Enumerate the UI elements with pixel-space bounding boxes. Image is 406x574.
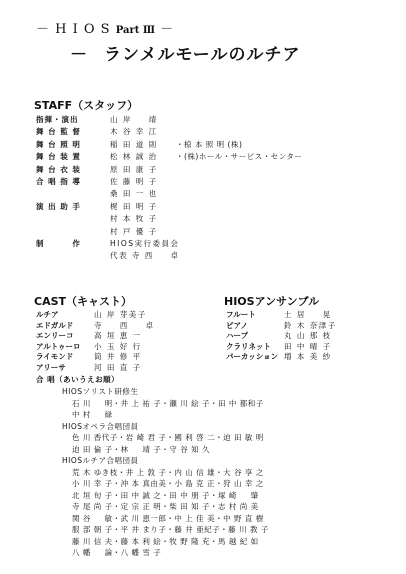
chorus-member-line: 関 谷 敏・武 川 恵一郎・中 上 佳 美・中 野 直 樹 [72,513,264,523]
chorus-group-title: HIOSルチア合唱団員 [62,456,139,465]
chorus-member-line: 中 村 緑 [72,410,113,419]
staff-heading: STAFF（スタッフ） [34,99,139,112]
header-series: － H I O S [36,22,111,37]
header-dash: － [160,22,175,37]
ensemble-name: 丸 山 那 枝 [284,331,332,341]
staff-company: ・(株)ホール・サービス・センター [176,152,303,162]
chorus-member-line: 八 幡 論・八 幡 雪 子 [72,548,162,557]
cast-role: エドガルド [36,320,74,330]
cast-role: アルトゥーロ [36,341,81,351]
staff-list [36,114,396,274]
cast-name: 小 玉 好 行 [94,341,142,351]
staff-row [36,226,396,237]
ensemble-instrument: ピアノ [226,320,248,330]
staff-role: 舞 台 装 置 [36,152,81,162]
ensemble-name: 田 中 晴 子 [284,341,332,351]
staff-row [36,139,396,150]
chorus-member-line: 荒 木 ゆき枝・井 上 敦 子・内 山 信 雄・大 谷 享 之 [72,467,264,477]
chorus-group-title: HIOSオペラ合唱団員 [62,421,139,431]
staff-row [36,213,396,224]
staff-name: 梶 田 明 子 [110,201,158,211]
chorus-member-line: 服 部 朝 子・平 井 まり子・藤 井 亜紀子・藤 川 教 子 [72,525,269,534]
chorus-member-line: 藤 川 信 夫・藤 本 利 絵・牧 野 隆 充・馬 越 紀 如 [72,536,259,546]
ensemble-name: 鈴 木 奈津子 [284,320,337,330]
cast-role: ライモンド [36,352,74,362]
staff-row [36,201,396,212]
ensemble-instrument: ハープ [226,331,249,341]
cast-role: ルチア [36,310,59,319]
chorus-member-line: 寺 尾 尚 子・定 宗 正 明・柴 田 知 子・志 村 尚 美 [72,502,259,511]
staff-name: 桑 田 一 也 [110,189,158,199]
chorus-member-line: 色 川 香代子・岩 崎 君 子・國 利 啓 二・迫 田 敏 明 [72,433,264,442]
chorus-member-line: 迫 田 倫 子・林 靖 子・守 谷 知 久 [72,444,210,454]
chorus-groups [0,386,406,566]
opera-title [70,40,301,65]
staff-row [36,188,396,199]
staff-name: 原 田 康 子 [110,164,158,174]
staff-role: 演 出 助 手 [36,201,81,211]
staff-role: 制 作 [36,239,81,248]
staff-name: 村 戸 優 子 [110,226,158,236]
staff-row [36,164,396,175]
cast-role: アリーサ [36,363,66,372]
ensemble-instrument: クラリネット [226,341,271,351]
header-part: Part Ⅲ [115,25,155,36]
chorus-member-line: 小 川 幸 子・沖 本 真由美・小 島 克 正・狩 山 幸 之 [72,479,264,488]
chorus-label: 合 唱（あいうえお順） [36,375,120,384]
ensemble-row [226,321,396,332]
cast-row [36,321,206,332]
staff-row [36,238,396,249]
staff-row [36,114,396,125]
staff-company: ・椋 本 照 明 (株) [176,139,243,149]
ensemble-row [226,342,396,353]
cast-name: 河 田 直 子 [94,363,142,372]
staff-name: 代表 寺 西 卓 [110,251,180,261]
staff-name: HIOS実行委員会 [110,239,180,248]
staff-name: 木 谷 幸 江 [110,127,158,137]
chorus-member-line: 石 川 明・井 上 祐 子・瀬 川 絵 子・田 中 都和子 [72,398,264,408]
staff-role: 合 唱 指 導 [36,177,81,186]
ensemble-name: 増 本 美 紗 [284,352,332,362]
cast-heading: CAST（キャスト） [34,295,133,308]
staff-role: 舞 台 照 明 [36,139,81,149]
ensemble-row [226,310,396,321]
cast-name: 寺 西 卓 [94,320,155,330]
staff-name: 松 林 誠 治 [110,152,158,162]
cast-row [36,310,206,321]
staff-role: 舞 台 衣 装 [36,164,81,174]
staff-name: 山 岸 靖 [110,115,158,124]
staff-name: 稲 田 道 則 [110,139,158,149]
staff-name: 村 本 牧 子 [110,214,158,224]
header-line [36,18,174,37]
ensemble-instrument: フルート [226,310,256,319]
cast-row [36,363,206,374]
title-dash: － [70,45,88,65]
cast-row [36,352,206,363]
ensemble-row [226,331,396,342]
staff-role: 指揮・演出 [36,115,79,124]
cast-name: 山 岸 芽美子 [94,310,147,319]
chorus-group-title: HIOSソリスト研修生 [62,387,139,396]
cast-name: 筒 井 修 平 [94,352,142,362]
ensemble-instrument: パーカッション [226,352,279,362]
cast-name: 高 垣 恵 一 [94,331,142,341]
cast-row [36,331,206,342]
opera-title-text: ランメルモールのルチア [104,45,301,65]
ensemble-heading: HIOSアンサンブル [224,295,320,308]
staff-row [36,126,396,137]
staff-name: 佐 藤 明 子 [110,177,158,186]
chorus-member-line: 北 垣 旬 子・田 中 誠 之・田 中 朋 子・塚 崎 肇 [72,490,259,500]
ensemble-row [226,352,396,363]
ensemble-list [226,310,396,370]
staff-role: 舞 台 監 督 [36,127,81,137]
ensemble-name: 土 居 晃 [284,310,332,319]
staff-row [36,151,396,162]
cast-row [36,342,206,353]
staff-row [36,176,396,187]
staff-row [36,250,396,261]
cast-role: エンリーコ [36,331,74,341]
